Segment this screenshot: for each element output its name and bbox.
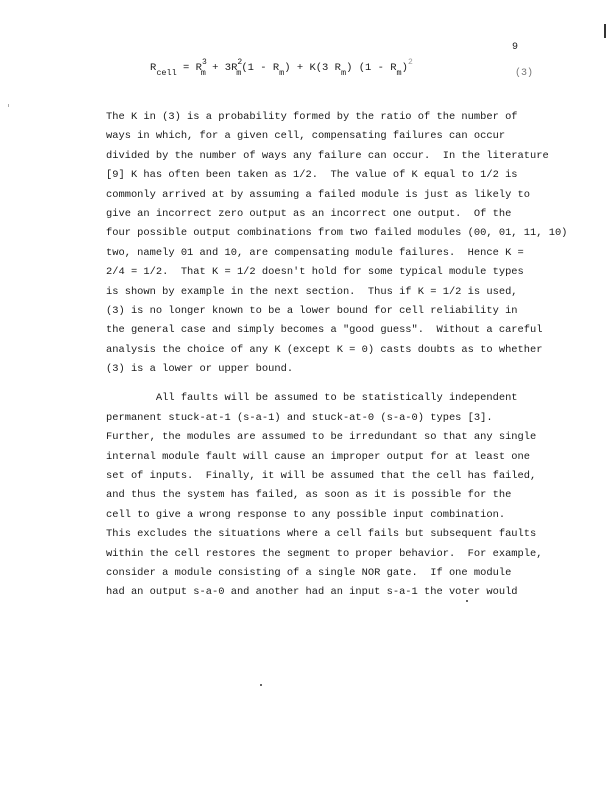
text-line: [9] K has often been taken as 1/2. The value of K equal to 1/2 is (106, 169, 518, 182)
text-line: All faults will be assumed to be statistically independent (106, 392, 518, 405)
text-line: This excludes the situations where a cell fails but subsequent faults (106, 528, 537, 541)
text-line: consider a module consisting of a single NOR gate. If one module (106, 566, 512, 579)
paragraph-2 (106, 389, 606, 602)
text-line: the general case and simply becomes a "good guess". Without a careful (106, 324, 543, 337)
text-line: had an output s-a-0 and another had an input s-a-1 the voter would (106, 586, 518, 599)
text-line: analysis the choice of any K (except K = 0) casts doubts as to whether (106, 343, 543, 356)
text-line: set of inputs. Finally, it will be assumed that the cell has failed, (106, 470, 537, 483)
eq-plus1: + 3 (205, 62, 232, 74)
eq-paren2: ) (1 - (346, 62, 391, 74)
text-line: (3) is a lower or upper bound. (106, 363, 294, 376)
text-line: is shown by example in the next section. Thus if K = 1/2 is used, (106, 285, 518, 298)
stray-mark (466, 600, 468, 602)
eq-term2: $R^2_m$ (231, 58, 243, 78)
text-line: give an incorrect zero output as an incorrect one output. Of the (106, 207, 512, 220)
text-line: 2/4 = 1/2. That K = 1/2 doesn't hold for some typical module types (106, 266, 524, 279)
equation-number: (3) (515, 68, 534, 79)
text-line: Further, the modules are assumed to be irredundant so that any single (106, 431, 537, 444)
text-line: and thus the system has failed, as soon as it is possible for the (106, 489, 512, 502)
text-line: four possible output combinations from two failed modules (00, 01, 11, 10) (106, 227, 568, 240)
text-line: cell to give a wrong response to any possible input combination. (106, 508, 506, 521)
page-edge-mark (604, 24, 606, 38)
eq-equals: = (176, 62, 196, 74)
eq-term1: $R^3_m$ (195, 58, 207, 78)
text-line: commonly arrived at by assuming a failed module is just as likely to (106, 188, 531, 201)
text-line: ways in which, for a given cell, compensating failures can occur (106, 130, 506, 143)
reliability-equation (150, 58, 430, 88)
text-line: (3) is no longer known to be a lower bound for cell reliability in (106, 304, 518, 317)
eq-close: )$^2$ (401, 58, 413, 74)
text-line: The K in (3) is a probability formed by the ratio of the number of (106, 111, 518, 123)
page-number: 9 (512, 42, 519, 53)
margin-mark (8, 104, 9, 107)
eq-r-cell: $R_{cell}$ (150, 62, 177, 78)
text-line: divided by the number of ways any failure can occur. In the literature (106, 149, 549, 162)
eq-term5: $R_m$ (390, 62, 402, 78)
eq-term4: $R_m$ (334, 62, 347, 78)
eq-paren1-open: (1 - (241, 62, 273, 74)
body-text (106, 108, 606, 603)
eq-term3: $R_m$ (272, 62, 285, 78)
paragraph-1 (106, 108, 606, 379)
text-line: permanent stuck-at-1 (s-a-1) and stuck-at-0 (s-a-0) types [3]. (106, 411, 493, 424)
text-line: internal module fault will cause an improper output for at least one (106, 450, 531, 463)
text-line: two, namely 01 and 10, are compensating module failures. Hence K = (106, 246, 524, 259)
paragraph-gap (106, 379, 606, 389)
text-line: within the cell restores the segment to proper behavior. For example, (106, 547, 543, 560)
eq-paren1-close: ) + K(3 (284, 62, 335, 74)
stray-mark (260, 684, 262, 686)
